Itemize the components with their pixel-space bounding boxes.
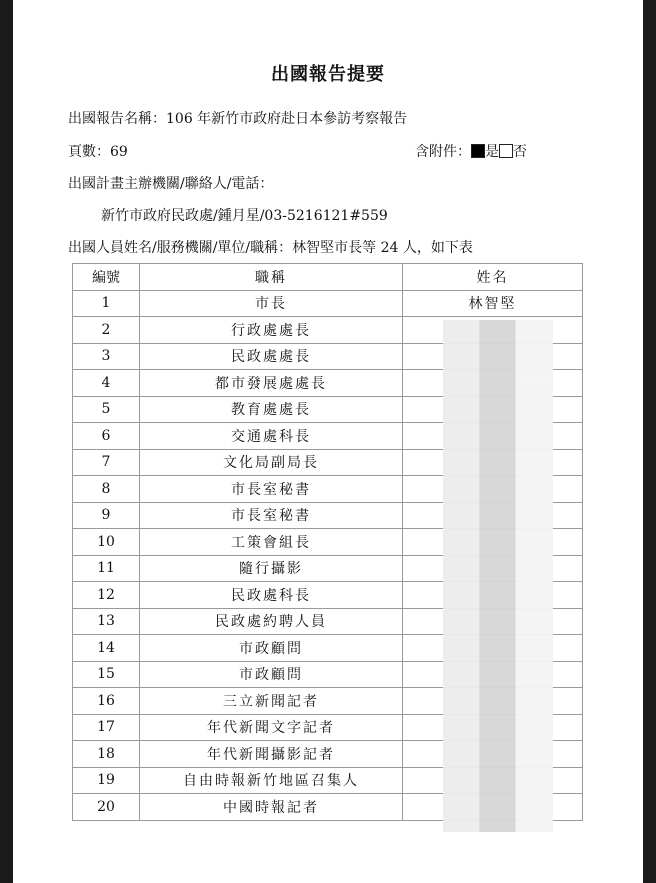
row-title: 市長 (140, 290, 403, 317)
row-title: 三立新聞記者 (140, 688, 403, 715)
row-number: 1 (73, 290, 140, 317)
row-number: 5 (73, 396, 140, 423)
row-number: 11 (73, 555, 140, 582)
redacted-names-blur (443, 320, 553, 832)
row-number: 13 (73, 608, 140, 635)
attachment-no-label: 否 (513, 144, 527, 160)
row-number: 17 (73, 714, 140, 741)
attachment-field (415, 141, 527, 161)
row-title: 市政顧問 (140, 635, 403, 662)
row-title: 都市發展處處長 (140, 370, 403, 397)
row-name: 林智堅 (403, 290, 583, 317)
document-page (13, 0, 643, 883)
row-title: 文化局副局長 (140, 449, 403, 476)
header-name: 姓名 (403, 264, 583, 291)
row-title: 隨行攝影 (140, 555, 403, 582)
row-title: 民政處約聘人員 (140, 608, 403, 635)
table-row (73, 290, 583, 317)
personnel-line: 出國人員姓名/服務機關/單位/職稱：林智堅市長等 24 人，如下表 (68, 240, 473, 256)
row-number: 15 (73, 661, 140, 688)
row-number: 16 (73, 688, 140, 715)
header-title: 職稱 (140, 264, 403, 291)
row-title: 市政顧問 (140, 661, 403, 688)
row-title: 工策會組長 (140, 529, 403, 556)
organizer-value: 新竹市政府民政處/鍾月星/03-5216121#559 (101, 208, 388, 224)
row-number: 6 (73, 423, 140, 450)
row-number: 7 (73, 449, 140, 476)
row-number: 10 (73, 529, 140, 556)
row-title: 年代新聞攝影記者 (140, 741, 403, 768)
row-number: 9 (73, 502, 140, 529)
row-title: 市長室秘書 (140, 476, 403, 503)
page-title: 出國報告提要 (271, 64, 385, 85)
row-number: 3 (73, 343, 140, 370)
row-number: 4 (73, 370, 140, 397)
header-number: 編號 (73, 264, 140, 291)
row-number: 12 (73, 582, 140, 609)
row-number: 14 (73, 635, 140, 662)
row-title: 中國時報記者 (140, 794, 403, 821)
table-header-row (73, 264, 583, 291)
row-number: 2 (73, 317, 140, 344)
checkbox-no-unchecked-icon (499, 144, 513, 158)
row-number: 8 (73, 476, 140, 503)
row-number: 18 (73, 741, 140, 768)
row-title: 教育處處長 (140, 396, 403, 423)
row-number: 19 (73, 767, 140, 794)
pages-line: 頁數：69 (68, 144, 128, 160)
organizer-label: 出國計畫主辦機關/聯絡人/電話： (68, 176, 274, 192)
row-title: 民政處科長 (140, 582, 403, 609)
attachment-yes-label: 是 (485, 144, 499, 160)
checkbox-yes-checked-icon (471, 144, 485, 158)
attachment-label: 含附件： (415, 144, 471, 160)
row-title: 交通處科長 (140, 423, 403, 450)
row-title: 民政處處長 (140, 343, 403, 370)
report-name-line: 出國報告名稱：106 年新竹市政府赴日本參訪考察報告 (68, 111, 408, 127)
row-title: 年代新聞文字記者 (140, 714, 403, 741)
row-title: 市長室秘書 (140, 502, 403, 529)
row-number: 20 (73, 794, 140, 821)
row-title: 行政處處長 (140, 317, 403, 344)
row-title: 自由時報新竹地區召集人 (140, 767, 403, 794)
